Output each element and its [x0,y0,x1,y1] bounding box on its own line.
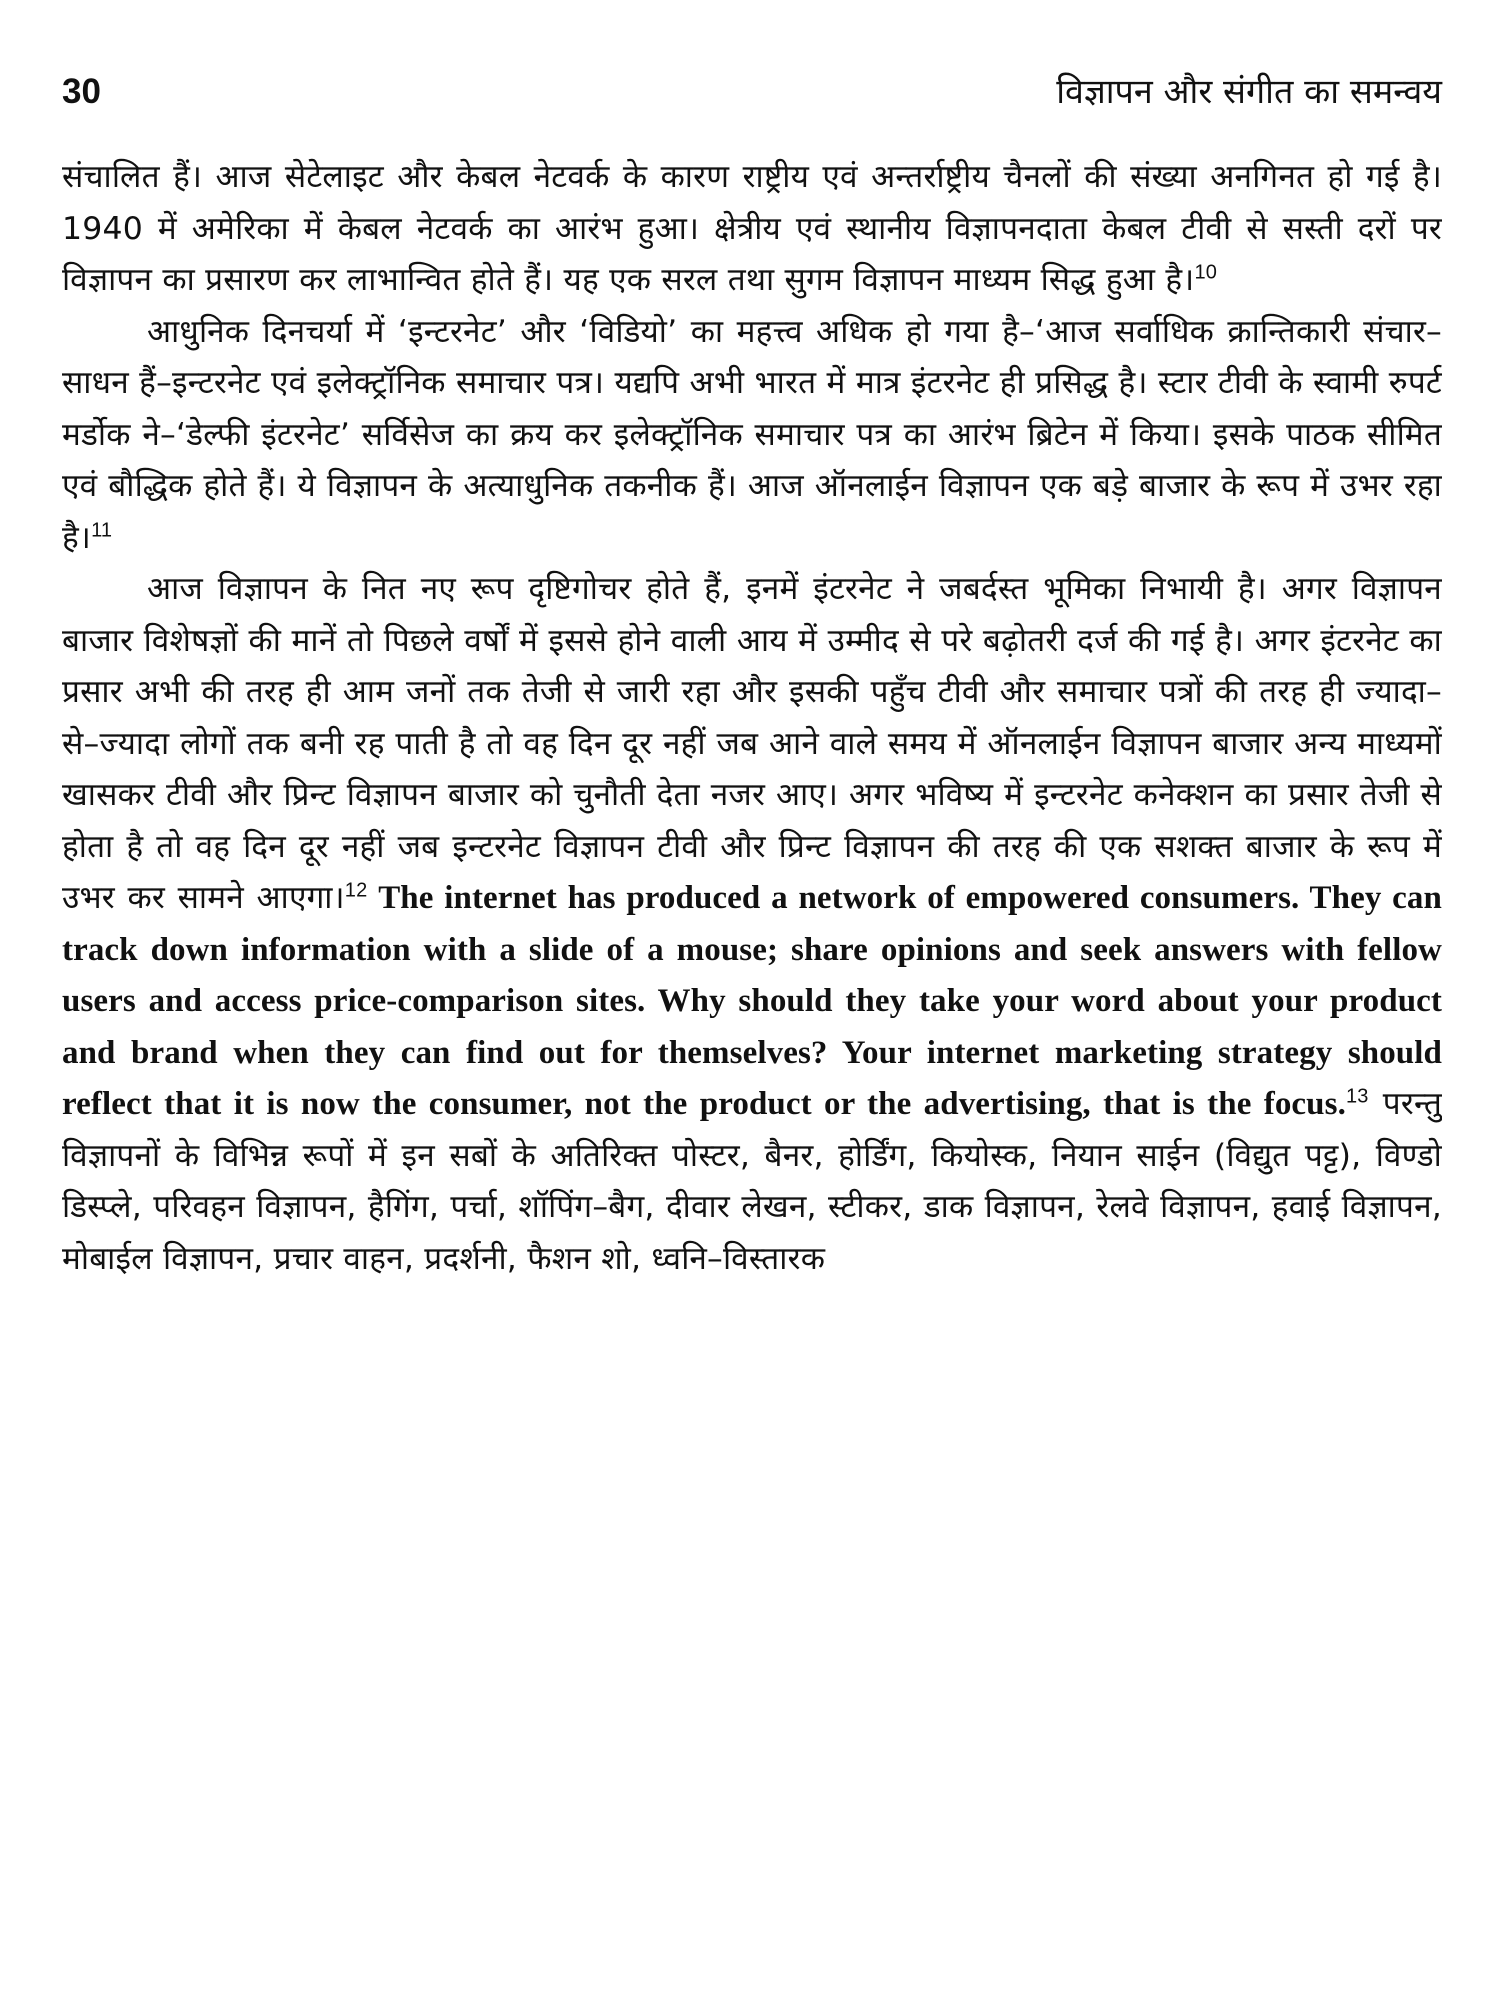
running-title: विज्ञापन और संगीत का समन्वय [1056,72,1442,112]
footnote-ref-12: 12 [344,879,368,902]
paragraph-3 [62,564,1442,1285]
paragraph-2-text: आधुनिक दिनचर्या में ‘इन्टरनेट’ और ‘विडियो’ का महत्त्व अधिक हो गया है–‘आज सर्वाधिक क्रान्तिकारी संचार–साधन हैं–इन्टरनेट एवं इलेक्ट्रॉनिक समाचार पत्र। यद्यपि अभी भारत में मात्र इंटरनेट ही प्रसिद्ध है। स्टार टीवी के स्वामी रुपर्ट मर्डोक ने–‘डेल्फी इंटरनेट’ सर्विसेज का क्रय कर इलेक्ट्रॉनिक समाचार पत्र का आरंभ ब्रिटेन में किया। इसके पाठक सीमित एवं बौद्धिक होते हैं। ये विज्ञापन के अत्याधुनिक तकनीक हैं। आज ऑनलाईन विज्ञापन एक बड़े बाजार के रूप में उभर रहा है। [62,313,1442,556]
page-header [62,62,1442,122]
page-body [62,152,1442,1982]
paragraph-3-hindi-text: आज विज्ञापन के नित नए रूप दृष्टिगोचर होते हैं, इनमें इंटरनेट ने जबर्दस्त भूमिका निभायी है। अगर विज्ञापन बाजार विशेषज्ञों की मानें तो पिछले वर्षों में इससे होने वाली आय में उम्मीद से परे बढ़ोतरी दर्ज की गई है। अगर इंटरनेट का प्रसार अभी की तरह ही आम जनों तक तेजी से जारी रहा और इसकी पहुँच टीवी और समाचार पत्रों की तरह ही ज्यादा–से–ज्यादा लोगों तक बनी रह पाती है तो वह दिन दूर नहीं जब आने वाले समय में ऑनलाईन विज्ञापन बाजार अन्य माध्यमों खासकर टीवी और प्रिन्ट विज्ञापन बाजार को चुनौती देता नजर आए। अगर भविष्य में इन्टरनेट कनेक्शन का प्रसार तेजी से होता है तो वह दिन दूर नहीं जब इन्टरनेट विज्ञापन टीवी और प्रिन्ट विज्ञापन की तरह की एक सशक्त बाजार के रूप में उभर कर सामने आएगा। [62,571,1442,916]
paragraph-2 [62,307,1442,565]
footnote-ref-11: 11 [91,519,113,541]
paragraph-3-hindi-continuation: परन्तु विज्ञापनों के विभिन्न रूपों में इन सबों के अतिरिक्त पोस्टर, बैनर, होर्डिंग, कियोस्क, नियान साईन (विद्युत पट्ट), विण्डो डिस्प्ले, परिवहन विज्ञापन, हैगिंग, पर्चा, शॉपिंग–बैग, दीवार लेखन, स्टीकर, डाक विज्ञापन, रेलवे विज्ञापन, हवाई विज्ञापन, मोबाईल विज्ञापन, प्रचार वाहन, प्रदर्शनी, फैशन शो, ध्वनि–विस्तारक [62,1086,1442,1277]
footnote-ref-13: 13 [1345,1085,1369,1108]
footnote-ref-10: 10 [1194,261,1218,284]
paragraph-1-text: संचालित हैं। आज सेटेलाइट और केबल नेटवर्क के कारण राष्ट्रीय एवं अन्तर्राष्ट्रीय चैनलों की संख्या अनगिनत हो गई है। 1940 में अमेरिका में केबल नेटवर्क का आरंभ हुआ। क्षेत्रीय एवं स्थानीय विज्ञापनदाता केबल टीवी से सस्ती दरों पर विज्ञापन का प्रसारण कर लाभान्वित होते हैं। यह एक सरल तथा सुगम विज्ञापन माध्यम सिद्ध हुआ है। [62,159,1442,298]
paragraph-3-english-quote: The internet has produced a network of empowered consumers. They can track down information with a slide of a mouse; share opinions and seek answers with fellow users and access price-comparison sites. Why should they take your word about your product and brand when they can find out for themselves? Your internet marketing strategy should reflect that it is now the consumer, not the product or the advertising, that is the focus. [62,880,1442,1122]
page-number: 30 [62,72,101,111]
paragraph-1 [62,152,1442,307]
